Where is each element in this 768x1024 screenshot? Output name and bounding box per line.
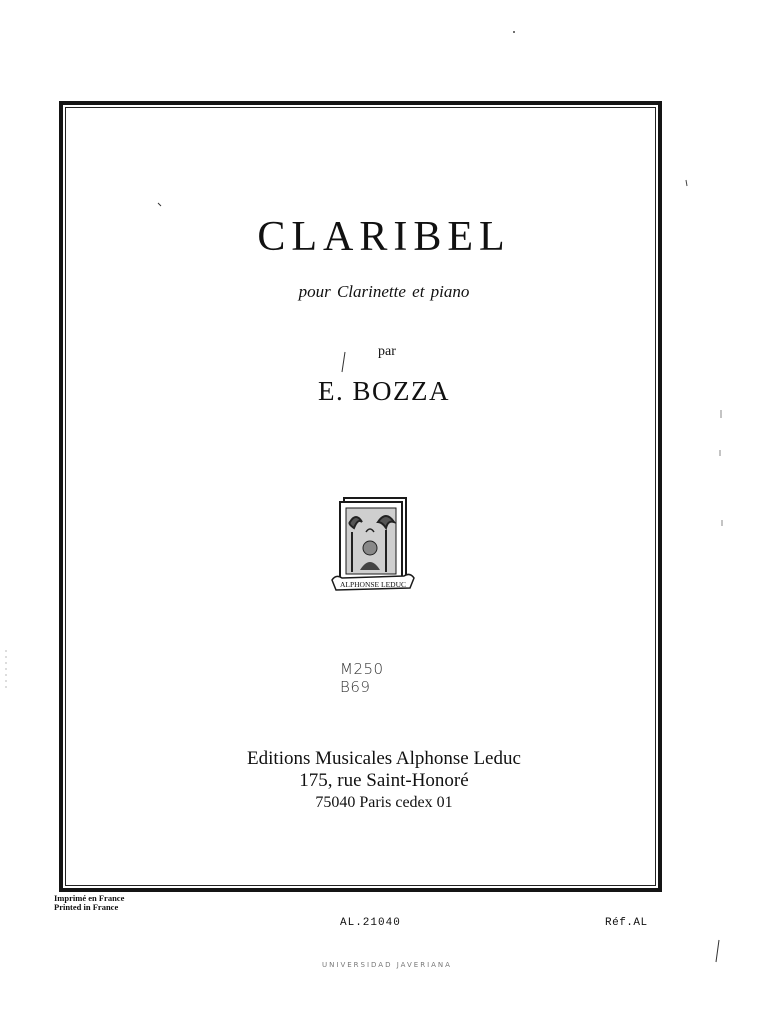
handwritten-call-number	[340, 660, 410, 696]
printed-in-english: Printed in France	[54, 902, 119, 912]
reference-code: Réf.AL	[605, 917, 648, 929]
composer-name: E. BOZZA	[318, 376, 450, 406]
printed-in-note	[54, 894, 124, 912]
publisher-city: 75040 Paris cedex 01	[315, 794, 453, 811]
title: CLARIBEL	[257, 214, 511, 260]
subtitle: pour Clarinette et piano	[298, 282, 470, 301]
call-number-line: B69	[340, 678, 371, 696]
publisher-name: Editions Musicales Alphonse Leduc	[247, 748, 521, 769]
publisher-block	[0, 748, 768, 814]
by-label: par	[378, 344, 396, 359]
logo-text: ALPHONSE LEDUC	[339, 580, 407, 589]
call-number-line: M250	[340, 660, 384, 678]
publisher-address: 175, rue Saint-Honoré	[299, 770, 469, 791]
publisher-logo	[330, 492, 416, 597]
plate-number: AL.21040	[340, 917, 401, 929]
library-stamp: UNIVERSIDAD JAVERIANA	[322, 961, 452, 969]
printed-in-french: Imprimé en France	[54, 893, 125, 903]
